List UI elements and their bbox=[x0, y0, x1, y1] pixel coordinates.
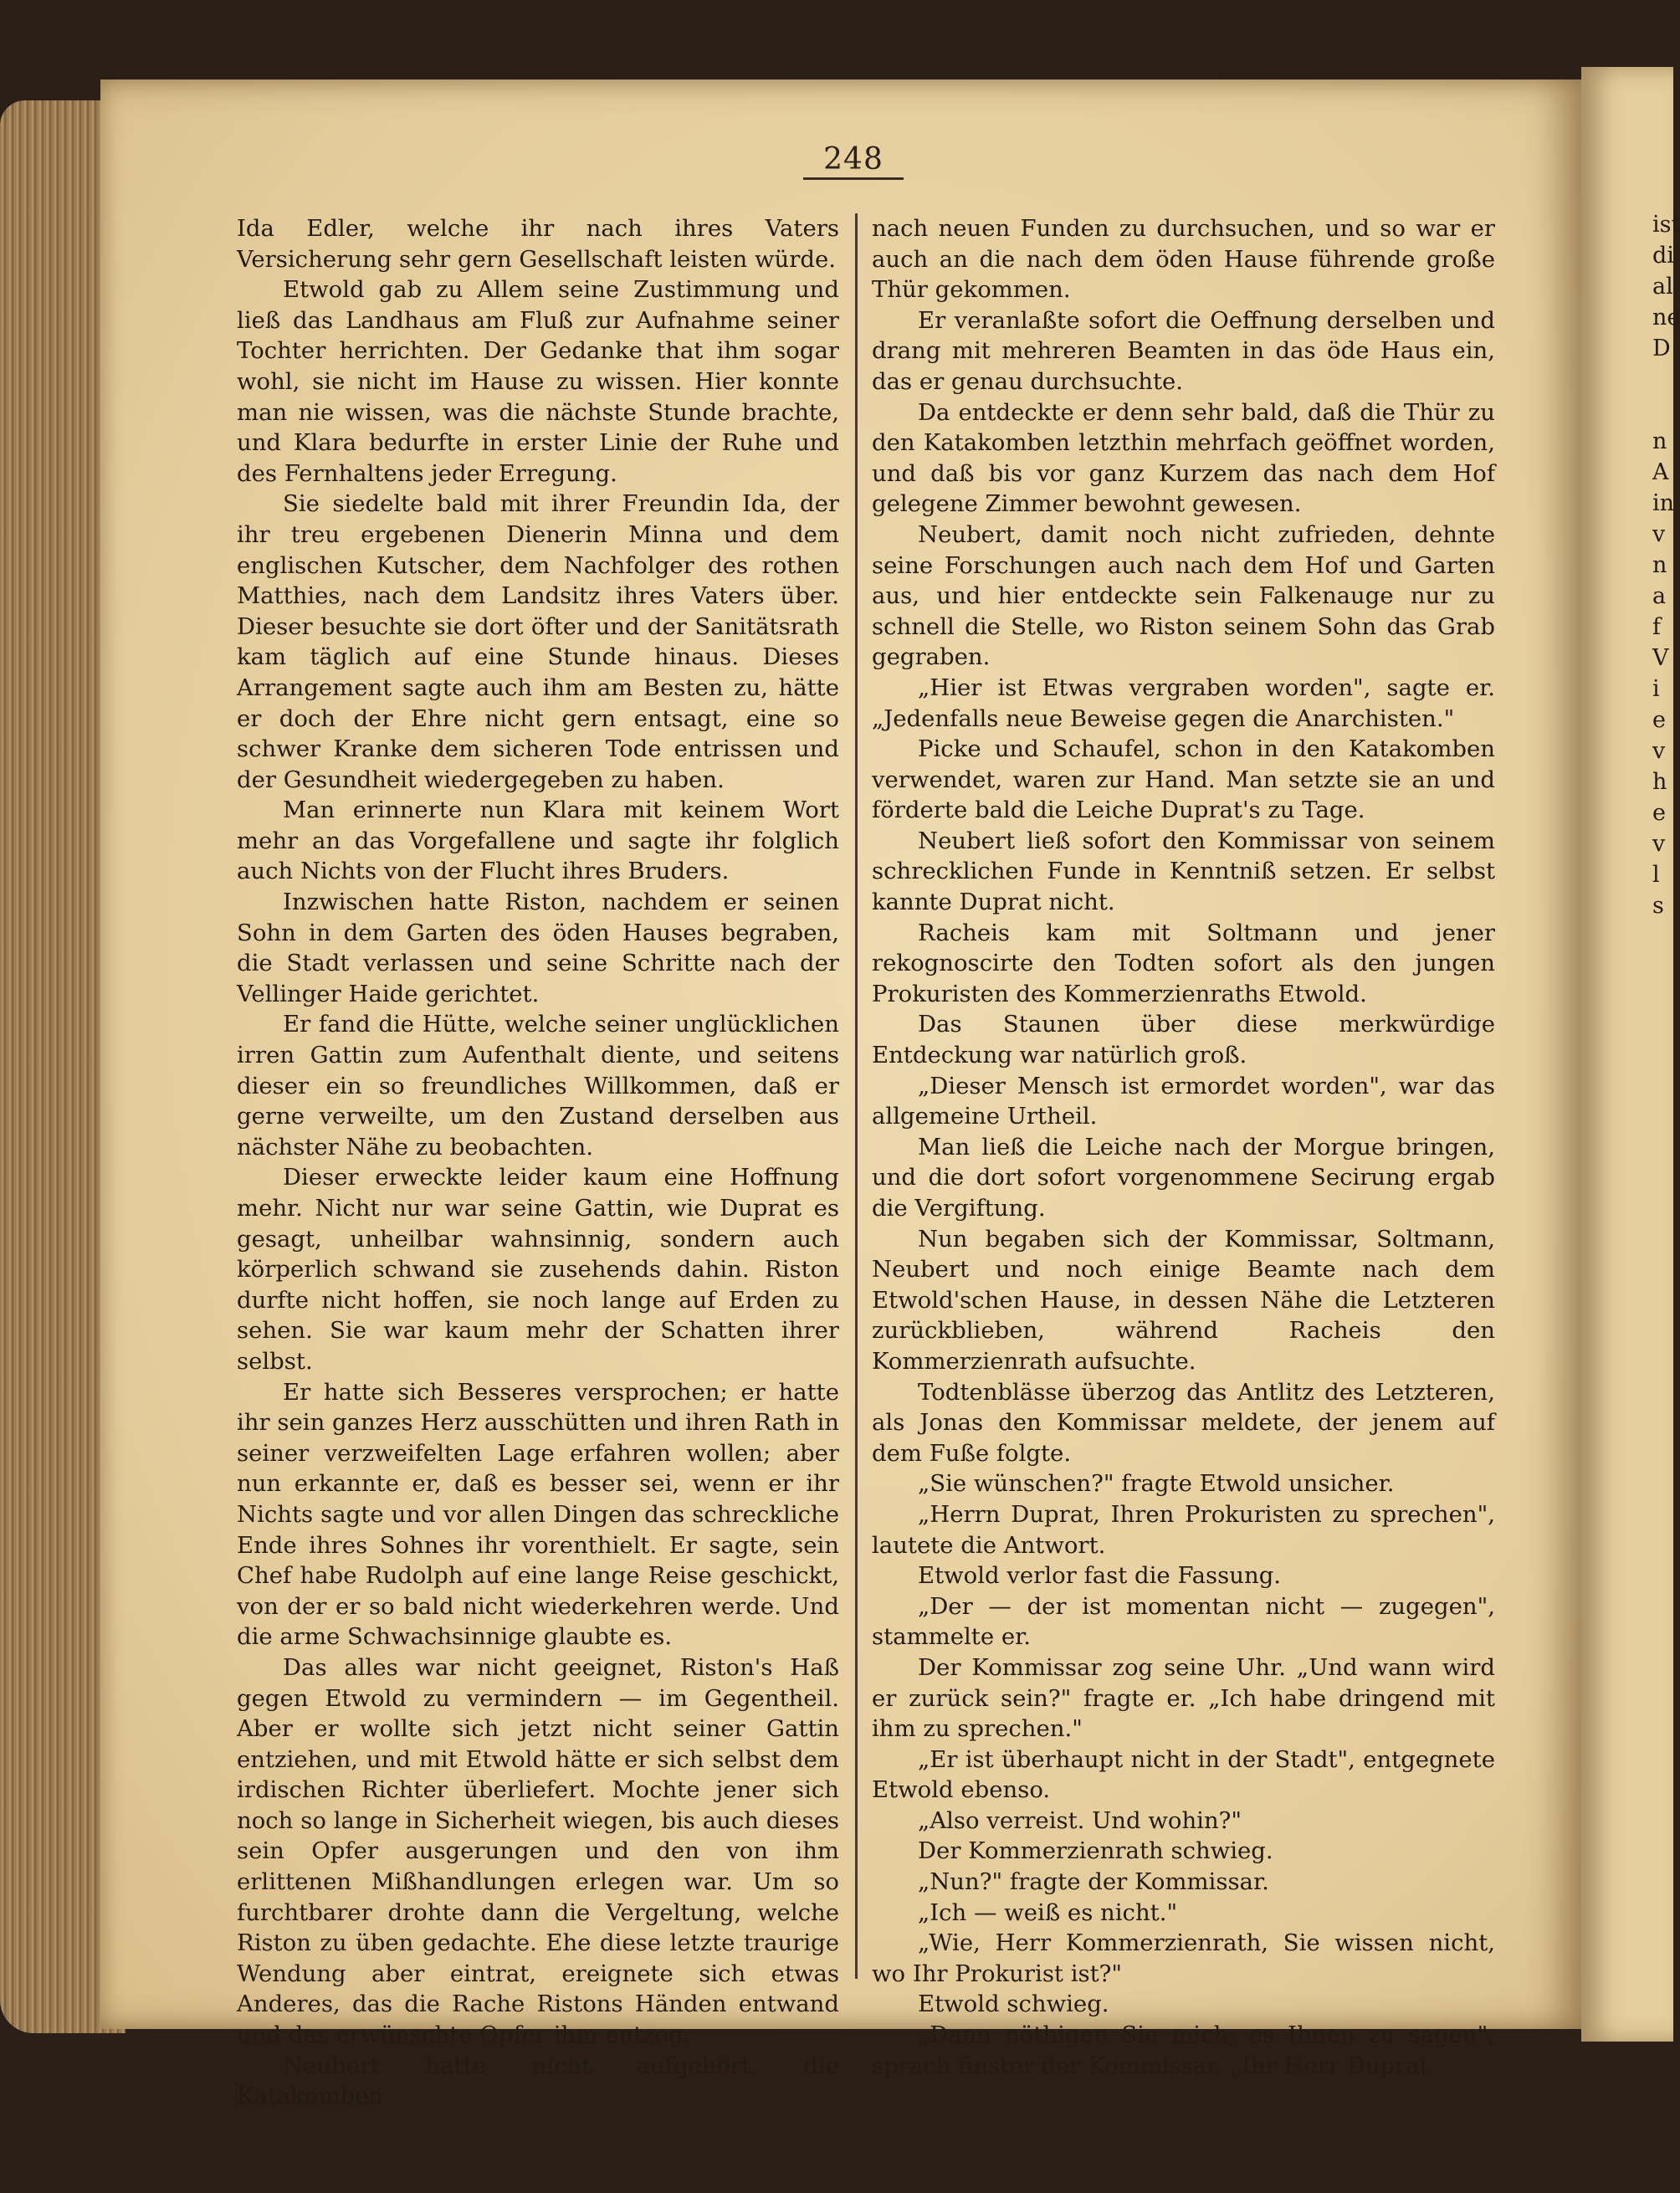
paragraph: Er hatte sich Besseres versprochen; er hatte ihr sein ganzes Herz ausschütten und ihren Rath in seiner verzweifelten Lage erfahren wollen; aber nun erkannte er, daß es besser sei, wenn er ihr Nichts sagte und vor allen Dingen das schreckliche Ende ihres Sohnes ihr vorenthielt. Er sagte, sein Chef habe Rudolph auf eine lange Reise geschickt, von der er so bald nicht wiederkehren werde. Und die arme Schwachsinnige glaubte es. bbox=[237, 1378, 839, 1651]
paragraph: „Nun?" fragte der Kommissar. bbox=[918, 1868, 1269, 1896]
paragraph: „Wie, Herr Kommerzienrath, Sie wissen nicht, wo Ihr Prokurist ist?" bbox=[872, 1929, 1495, 1987]
fragment-line: in bbox=[1652, 490, 1675, 516]
fragment-line bbox=[1652, 364, 1673, 395]
paragraph: Neubert, damit noch nicht zufrieden, dehnte seine Forschungen auch nach dem Hof und Garten aus, und hier entdeckte sein Falkenauge nur zu schnell die Stelle, wo Riston seinem Sohn das Grab gegraben. bbox=[872, 520, 1495, 671]
paragraph: „Also verreist. Und wohin?" bbox=[918, 1806, 1242, 1834]
fragment-line: s bbox=[1652, 893, 1664, 919]
next-page-text-fragments bbox=[1652, 209, 1680, 921]
fragment-line: i bbox=[1652, 676, 1660, 702]
fragment-line: l bbox=[1652, 862, 1660, 888]
paragraph: Da entdeckte er denn sehr bald, daß die Thür zu den Katakomben letzthin mehrfach geöffnet worden, und daß bis vor ganz Kurzem das nach dem Hof gelegene Zimmer bewohnt gewesen. bbox=[872, 398, 1495, 518]
fragment-line: ist bbox=[1652, 212, 1680, 238]
paragraph: „Der — der ist momentan nicht — zugegen", stammelte er. bbox=[872, 1592, 1495, 1651]
paragraph: Racheis kam mit Soltmann und jener rekognoscirte den Todten sofort als den jungen Prokuristen des Kommerzienraths Etwold. bbox=[872, 919, 1495, 1007]
fragment-line: n bbox=[1652, 428, 1667, 454]
left-text-column bbox=[237, 213, 839, 2112]
fragment-line: A bbox=[1652, 459, 1669, 485]
fragment-line: v bbox=[1652, 738, 1666, 764]
paragraph: Sie siedelte bald mit ihrer Freundin Ida, der ihr treu ergebenen Dienerin Minna und dem englischen Kutscher, dem Nachfolger des rothen Matthies, nach dem Landsitz ihres Vaters über. Dieser besuchte sie dort öfter und der Sanitätsrath kam täglich auf eine Stunde hinaus. Dieses Arrangement sagte auch ihm am Besten zu, hätte er doch der Ehre nicht gern entsagt, eine so schwer Kranke dem sicheren Tode entrissen und der Gesundheit wiedergegeben zu haben. bbox=[237, 490, 839, 793]
paragraph: Neubert ließ sofort den Kommissar von seinem schrecklichen Funde in Kenntniß setzen. Er selbst kannte Duprat nicht. bbox=[872, 827, 1495, 916]
fragment-line: e bbox=[1652, 707, 1666, 733]
paragraph: nach neuen Funden zu durchsuchen, und so war er auch an die nach dem öden Hause führende große Thür gekommen. bbox=[872, 215, 1495, 304]
paragraph: Nun begaben sich der Kommissar, Soltmann, Neubert und noch einige Beamte nach dem Etwold'schen Hause, in dessen Nähe die Letzteren zurückblieben, während Racheis den Kommerzienrath aufsuchte. bbox=[872, 1225, 1495, 1375]
paragraph: Etwold schwieg. bbox=[918, 1991, 1109, 2018]
paragraph: „Ich — weiß es nicht." bbox=[918, 1898, 1178, 1926]
page-number: 248 bbox=[823, 142, 884, 177]
paragraph: Todtenblässe überzog das Antlitz des Letzteren, als Jonas den Kommissar meldete, der jenem auf dem Fuße folgte. bbox=[872, 1378, 1495, 1467]
paragraph: Ida Edler, welche ihr nach ihres Vaters Versicherung sehr gern Gesellschaft leisten würde. bbox=[237, 215, 839, 273]
fragment-line: f bbox=[1652, 614, 1661, 640]
fragment-line: h bbox=[1652, 769, 1667, 795]
fragment-line: di bbox=[1652, 243, 1674, 269]
fragment-line: e bbox=[1652, 800, 1666, 826]
paragraph: Das alles war nicht geeignet, Riston's Haß gegen Etwold zu vermindern — im Gegentheil. Aber er wollte sich jetzt nicht seiner Gattin entziehen, und mit Etwold hätte er sich selbst dem irdischen Richter überliefert. Mochte jener sich noch so lange in Sicherheit wiegen, bis auch dieses sein Opfer ausgerungen und den von ihm erlittenen Mißhandlungen erlegen war. Um so furchtbarer drohte dann die Vergeltung, welche Riston zu üben gedachte. Ehe diese letzte traurige Wendung aber eintrat, ereignete sich etwas Anderes, das die Rache Ristons Händen entwand und das erwünschte Opfer ihm entzog. bbox=[237, 1653, 839, 2049]
fragment-line: n bbox=[1652, 552, 1667, 578]
fragment-line: ne bbox=[1652, 305, 1680, 330]
paragraph: Etwold verlor fast die Fassung. bbox=[918, 1562, 1282, 1590]
paragraph: „Dann nöthigen Sie mich, es Ihnen zu sagen", sprach finster der Kommissar. „Ihr Herr Duprat bbox=[872, 2021, 1495, 2079]
paragraph: Etwold gab zu Allem seine Zustimmung und ließ das Landhaus am Fluß zur Aufnahme seiner Tochter herrichten. Der Gedanke that ihm sogar wohl, sie nicht im Hause zu wissen. Hier konnte man nie wissen, was die nächste Stunde brachte, und Klara bedurfte in erster Linie der Ruhe und des Fernhaltens jeder Erregung. bbox=[237, 276, 839, 487]
paragraph: Inzwischen hatte Riston, nachdem er seinen Sohn in dem Garten des öden Hauses begraben, die Stadt verlassen und seine Schritte nach der Vellinger Haide gerichtet. bbox=[237, 889, 839, 1007]
fragment-line: a bbox=[1652, 583, 1667, 609]
paragraph: Der Kommissar zog seine Uhr. „Und wann wird er zurück sein?" fragte er. „Ich habe dringend mit ihm zu sprechen." bbox=[872, 1653, 1495, 1743]
fragment-line: v bbox=[1652, 831, 1666, 857]
paragraph: „Er ist überhaupt nicht in der Stadt", entgegnete Etwold ebenso. bbox=[872, 1745, 1495, 1804]
paragraph: Man erinnerte nun Klara mit keinem Wort mehr an das Vorgefallene und sagte ihr folglich auch Nichts von der Flucht ihres Bruders. bbox=[237, 797, 839, 885]
fragment-line: V bbox=[1652, 645, 1669, 671]
paragraph: „Dieser Mensch ist ermordet worden", war das allgemeine Urtheil. bbox=[872, 1072, 1495, 1130]
paragraph: Er fand die Hütte, welche seiner unglücklichen irren Gattin zum Aufenthalt diente, und seitens dieser ein so freundliches Willkommen, daß er gerne verweilte, um den Zustand derselben aus nächster Nähe zu beobachten. bbox=[237, 1011, 839, 1161]
fragment-line bbox=[1652, 395, 1673, 426]
page-number-rule bbox=[803, 177, 904, 180]
paragraph: Das Staunen über diese merkwürdige Entdeckung war natürlich groß. bbox=[872, 1011, 1495, 1069]
paragraph: Dieser erweckte leider kaum eine Hoffnung mehr. Nicht nur war seine Gattin, wie Duprat es gesagt, unheilbar wahnsinnig, sondern auch körperlich schwand sie zusehends dahin. Riston durfte nicht hoffen, sie noch lange auf Erden zu sehen. Sie war kaum mehr der Schatten ihrer selbst. bbox=[237, 1164, 839, 1375]
paragraph: „Hier ist Etwas vergraben worden", sagte er. „Jedenfalls neue Beweise gegen die Anarchisten." bbox=[872, 674, 1495, 732]
paragraph: Neubert hatte nicht aufgehört, die Katakomben bbox=[237, 2052, 839, 2110]
paragraph: Er veranlaßte sofort die Oeffnung derselben und drang mit mehreren Beamten in das öde Haus ein, das er genau durchsuchte. bbox=[872, 306, 1495, 395]
right-text-column bbox=[872, 213, 1495, 2081]
paragraph: Der Kommerzienrath schwieg. bbox=[918, 1837, 1273, 1865]
paragraph: „Herrn Duprat, Ihren Prokuristen zu sprechen", lautete die Antwort. bbox=[872, 1500, 1495, 1559]
paragraph: Picke und Schaufel, schon in den Katakomben verwendet, waren zur Hand. Man setzte sie an und förderte bald die Leiche Duprat's zu Tage. bbox=[872, 735, 1495, 824]
fragment-line: D bbox=[1652, 336, 1671, 361]
fragment-line: al bbox=[1652, 274, 1673, 300]
fragment-line: v bbox=[1652, 521, 1666, 547]
paragraph: Man ließ die Leiche nach der Morgue bringen, und die dort sofort vorgenommene Secirung ergab die Vergiftung. bbox=[872, 1133, 1495, 1222]
paragraph: „Sie wünschen?" fragte Etwold unsicher. bbox=[918, 1470, 1395, 1498]
column-divider bbox=[855, 213, 858, 1979]
